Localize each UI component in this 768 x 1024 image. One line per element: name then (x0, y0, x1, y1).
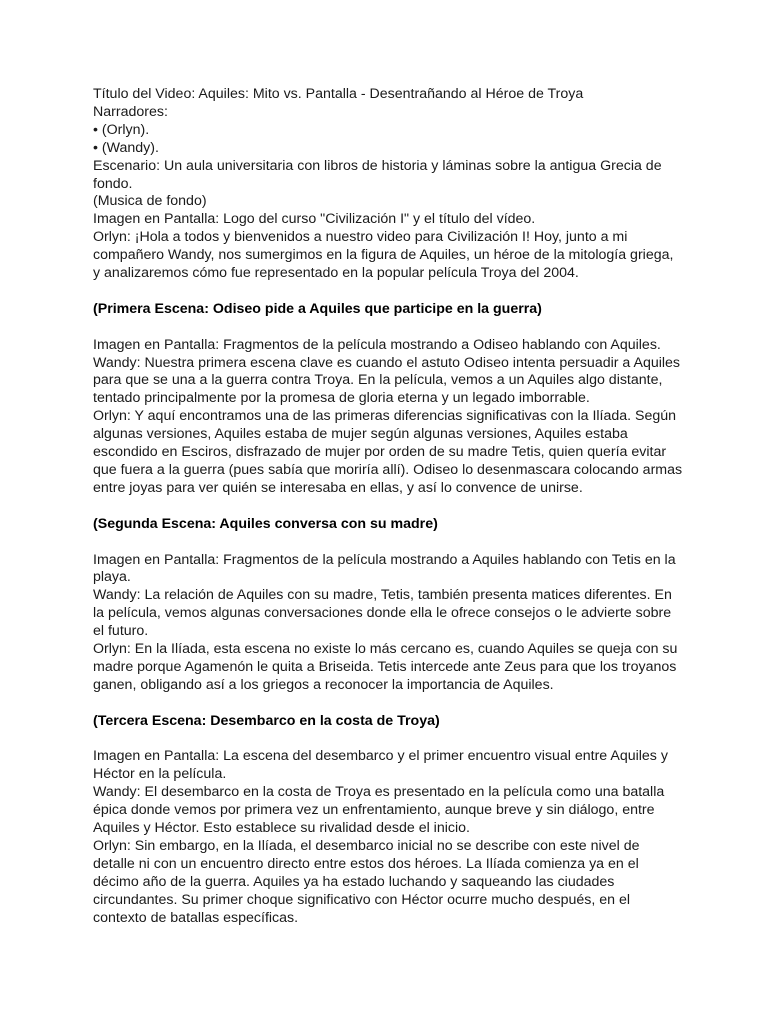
scene-heading: (Primera Escena: Odiseo pide a Aquiles que participe en la guerra) (93, 300, 542, 317)
orlyn-dialogue: Orlyn: Y aquí encontramos una de las primeras diferencias significativas con la Ilíada. Según algunas versiones, Aquiles estaba de mujer según algunas versiones, Aquiles estaba escondido en Esciros, disfrazado de mujer por orden de su madre Tetis, quien quería evitar que fuera a la guerra (pues sabía que moriría allí). Odiseo lo desenmascara colocando armas entre joyas para ver quién se interesaba en ellas, y así lo convence de unirse. (93, 408, 683, 496)
spacer (93, 283, 683, 301)
scene-1-section (93, 301, 683, 498)
scene-2-section (93, 516, 683, 695)
scene-3-section (93, 713, 683, 928)
spacer (93, 498, 683, 516)
spacer (93, 695, 683, 713)
intro-section (93, 86, 683, 283)
scene-heading: (Segunda Escena: Aquiles conversa con su madre) (93, 515, 438, 532)
scene-heading: (Tercera Escena: Desembarco en la costa de Troya) (93, 712, 440, 729)
video-title: Título del Video: Aquiles: Mito vs. Pantalla - Desentrañando al Héroe de Troya (93, 86, 584, 102)
wandy-dialogue: Wandy: Nuestra primera escena clave es cuando el astuto Odiseo intenta persuadir a Aquiles para que se una a la guerra contra Troya. En la película, vemos a un Aquiles algo distante, tentado principalmente por la promesa de gloria eterna y un legado imborrable. (93, 354, 681, 407)
screen-note: Imagen en Pantalla: La escena del desembarco y el primer encuentro visual entre Aquiles y Héctor en la película. (93, 748, 668, 783)
wandy-dialogue: Wandy: El desembarco en la costa de Troya es presentado en la película como una batalla épica donde vemos por primera vez un enfrentamiento, aunque breve y sin diálogo, entre Aquiles y Héctor. Esto establece su rivalidad desde el inicio. (93, 784, 665, 837)
wandy-dialogue: Wandy: La relación de Aquiles con su madre, Tetis, también presenta matices diferentes. En la película, vemos algunas conversaciones donde ella le ofrece consejos o le advierte sobre el futuro. (93, 587, 672, 640)
document-page (93, 86, 683, 928)
spacer (93, 534, 683, 552)
orlyn-dialogue: Orlyn: ¡Hola a todos y bienvenidos a nuestro video para Civilización I! Hoy, junto a mi compañero Wandy, nos sumergimos en la figura de Aquiles, un héroe de la mitología griega, y analizaremos cómo fue representado en la popular película Troya del 2004. (93, 229, 674, 282)
narrator-orlyn: • (Orlyn). (93, 121, 150, 138)
music-note: (Musica de fondo) (93, 193, 207, 210)
screen-note: Imagen en Pantalla: Logo del curso "Civilización I" y el título del vídeo. (93, 211, 536, 228)
screen-note: Imagen en Pantalla: Fragmentos de la película mostrando a Odiseo hablando con Aquiles. (93, 336, 661, 353)
narrator-wandy: • (Wandy). (93, 139, 159, 156)
orlyn-dialogue: Orlyn: En la Ilíada, esta escena no existe lo más cercano es, cuando Aquiles se queja con su madre porque Agamenón le quita a Briseida. Tetis intercede ante Zeus para que los troyanos ganen, obligando así a los griegos a reconocer la importancia de Aquiles. (93, 641, 678, 693)
setting-paragraph: Escenario: Un aula universitaria con libros de historia y láminas sobre la antigua Grecia de fondo. (93, 157, 662, 192)
spacer (93, 319, 683, 337)
narrators-label: Narradores: (93, 103, 168, 120)
screen-note: Imagen en Pantalla: Fragmentos de la película mostrando a Aquiles hablando con Tetis en la playa. (93, 551, 676, 586)
spacer (93, 731, 683, 749)
orlyn-dialogue: Orlyn: Sin embargo, en la Ilíada, el desembarco inicial no se describe con este nivel de detalle ni con un encuentro directo entre estos dos héroes. La Ilíada comienza ya en el décimo año de la guerra. Aquiles ya ha estado luchando y saqueando las ciudades circundantes. Su primer choque significativo con Héctor ocurre mucho después, en el contexto de batallas específicas. (93, 837, 640, 926)
